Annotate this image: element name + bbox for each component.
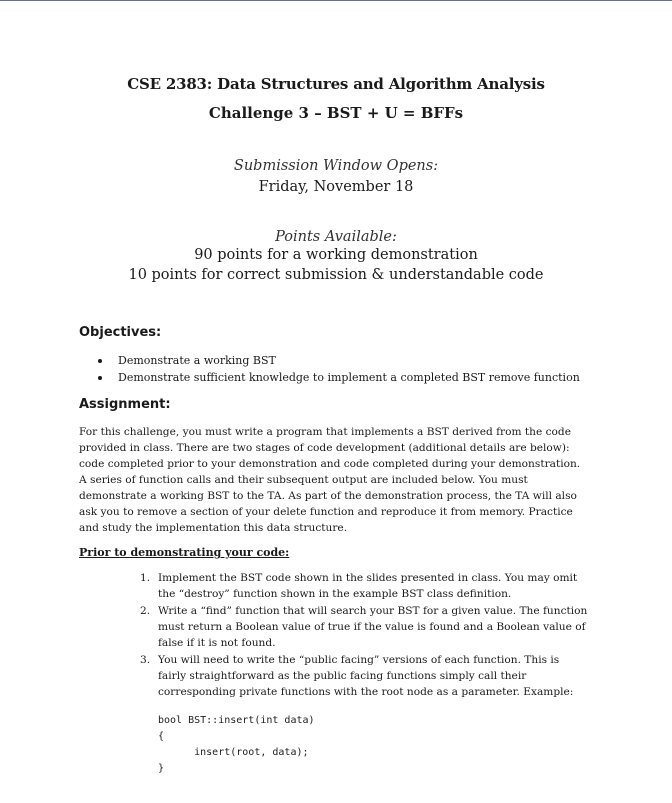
paragraph-line: and study the implementation this data structure. bbox=[79, 522, 348, 534]
challenge-title: Challenge 3 – BST + U = BFFs bbox=[208, 104, 464, 122]
submission-label: Submission Window Opens: bbox=[233, 158, 439, 174]
item-line: Write a “find” function that will search your BST for a given value. The function bbox=[158, 605, 588, 617]
item-line: must return a Boolean value of true if the value is found and a Boolean value of bbox=[158, 621, 586, 633]
list-item bbox=[134, 652, 604, 700]
item-number: 2. bbox=[140, 605, 151, 617]
paragraph-line: provided in class. There are two stages of code development (additional details are below): bbox=[79, 442, 570, 454]
paragraph-line: ask you to remove a section of your delete function and reproduce it from memory. Practice bbox=[79, 506, 573, 518]
item-line: You will need to write the “public facing” versions of each function. This is bbox=[158, 654, 560, 666]
list-item bbox=[134, 570, 604, 602]
points-label: Points Available: bbox=[275, 229, 397, 245]
submission-date: Friday, November 18 bbox=[258, 179, 414, 195]
item-number: 1. bbox=[140, 572, 151, 584]
paragraph-line: For this challenge, you must write a program that implements a BST derived from the code bbox=[79, 426, 571, 438]
paragraph-line: demonstrate a working BST to the TA. As part of the demonstration process, the TA will also bbox=[79, 490, 577, 502]
item-line: the “destroy” function shown in the example BST class definition. bbox=[158, 588, 512, 600]
code-example bbox=[158, 713, 315, 777]
list-item: Demonstrate sufficient knowledge to implement a completed BST remove function bbox=[96, 369, 580, 386]
code-line: bool BST::insert(int data) bbox=[158, 715, 315, 726]
points-line-1: 90 points for a working demonstration bbox=[194, 247, 478, 263]
course-title: CSE 2383: Data Structures and Algorithm Analysis bbox=[127, 75, 545, 93]
objectives-list bbox=[96, 352, 580, 386]
item-line: fairly straightforward as the public facing functions simply call their bbox=[158, 670, 527, 682]
assignment-paragraph bbox=[79, 424, 599, 536]
points-line-2: 10 points for correct submission & understandable code bbox=[128, 267, 544, 283]
item-line: false if it is not found. bbox=[158, 637, 276, 649]
objectives-heading: Objectives: bbox=[79, 325, 162, 340]
prior-heading: Prior to demonstrating your code: bbox=[79, 546, 290, 559]
paragraph-line: code completed prior to your demonstration and code completed during your demonstration. bbox=[79, 458, 581, 470]
document-page bbox=[0, 1, 672, 803]
item-number: 3. bbox=[140, 654, 151, 666]
code-line: insert(root, data); bbox=[158, 747, 309, 758]
code-line: { bbox=[158, 731, 165, 742]
list-item: Demonstrate a working BST bbox=[96, 352, 580, 369]
item-line: Implement the BST code shown in the slides presented in class. You may omit bbox=[158, 572, 578, 584]
paragraph-line: A series of function calls and their subsequent output are included below. You must bbox=[79, 474, 528, 486]
item-line: corresponding private functions with the root node as a parameter. Example: bbox=[158, 686, 574, 698]
prior-list bbox=[134, 570, 604, 700]
list-item bbox=[134, 603, 604, 651]
assignment-heading: Assignment: bbox=[79, 397, 171, 412]
code-line: } bbox=[158, 763, 165, 774]
